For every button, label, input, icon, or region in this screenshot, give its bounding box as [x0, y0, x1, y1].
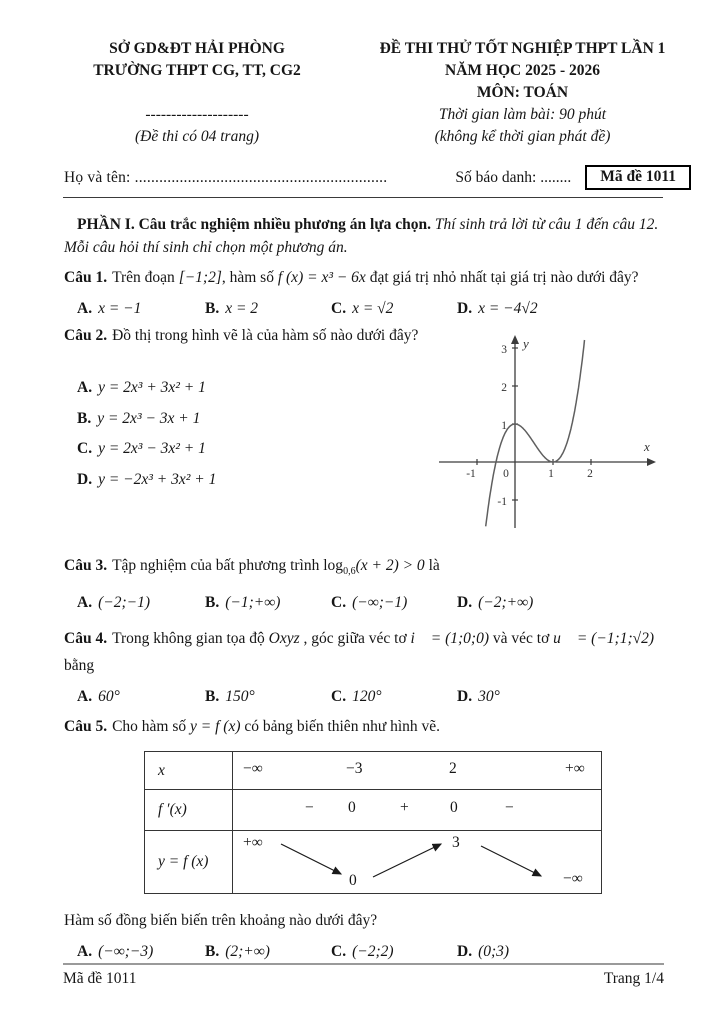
origin-label: 0	[503, 468, 509, 480]
q5-option-c-key: C.	[331, 943, 347, 961]
q3-option-b-value: (−1;+∞)	[225, 594, 281, 612]
q1-option-a	[77, 297, 205, 320]
exam-content	[0, 213, 725, 963]
header-school-block	[66, 38, 328, 148]
q1-stem-text: đạt giá trị nhỏ nhất tại giá trị nào dưới đây?	[365, 269, 639, 286]
q4-option-d-value: 30°	[478, 688, 500, 706]
q4-option-d	[457, 685, 663, 708]
x-value-neg3: −3	[346, 760, 363, 778]
q5-stem-text: có bảng biến thiên như hình vẽ.	[240, 718, 441, 736]
q4-stem-text: và véc tơ	[489, 630, 554, 648]
q4-math-vector-i: i⃗ = (1;0;0)	[410, 630, 489, 648]
sign-zero-2: 0	[450, 799, 458, 817]
variation-arrows	[233, 831, 601, 891]
q5-option-c-value: (−2;2)	[352, 943, 394, 961]
q3-option-a-value: (−2;−1)	[98, 594, 150, 612]
q5-stem-text: Cho hàm số	[112, 718, 191, 736]
q1-math-interval: [−1;2]	[178, 269, 222, 286]
question-1	[64, 266, 663, 320]
q4-option-a	[77, 685, 205, 708]
q1-stem	[64, 266, 663, 289]
q3-option-d-value: (−2;+∞)	[478, 594, 534, 612]
q2-option-c-value: y = 2x³ − 3x² + 1	[98, 440, 206, 457]
header-separator-line	[63, 197, 663, 198]
y-local-max-3: 3	[452, 834, 460, 852]
q2-stem-text: Đồ thị trong hình vẽ là của hàm số nào dưới đây?	[112, 327, 419, 344]
q5-option-b-value: (2;+∞)	[225, 943, 270, 961]
q1-label: Câu 1.	[64, 269, 108, 286]
row-label-y: y = f (x)	[145, 831, 233, 893]
part1-subtitle: Thí sinh trả lời từ câu 1 đến câu 12. Mỗi câu hỏi thí sinh chỉ chọn một phương án.	[64, 216, 659, 256]
q1-options	[64, 297, 663, 320]
x-axis-arrow	[647, 458, 656, 466]
q4-option-a-key: A.	[77, 688, 93, 706]
q1-option-b-value: x = 2	[225, 300, 259, 317]
y-tick--1: -1	[497, 496, 507, 508]
q3-option-d-key: D.	[457, 594, 473, 612]
q4-label: Câu 4.	[64, 630, 108, 648]
question-4	[64, 627, 663, 708]
variation-table-row-y	[145, 830, 601, 893]
q5-option-d	[457, 940, 663, 963]
q1-option-d-key: D.	[457, 300, 473, 317]
exam-duration-note: (không kể thời gian phát đề)	[434, 128, 611, 145]
variation-table-row-fprime	[145, 789, 601, 830]
q3-stem-text: là	[424, 557, 440, 574]
x-tick-1: 1	[548, 468, 554, 480]
sign-minus-1: −	[305, 799, 314, 817]
school-name: TRƯỜNG THPT CG, TT, CG2	[93, 62, 301, 79]
q1-option-a-key: A.	[77, 300, 93, 317]
y-start-pos-inf: +∞	[243, 834, 263, 852]
row-label-fprime: f ′(x)	[145, 790, 233, 830]
q2-option-d-value: y = −2x³ + 3x² + 1	[98, 470, 217, 488]
arrow-increasing	[373, 844, 441, 877]
q5-option-d-key: D.	[457, 943, 473, 961]
q1-option-a-value: x = −1	[98, 300, 142, 317]
footer-page-number: Trang 1/4	[603, 970, 664, 987]
q3-option-a-key: A.	[77, 594, 93, 612]
candidate-info-row	[64, 165, 691, 190]
q2-label: Câu 2.	[64, 327, 108, 344]
q3-option-c-value: (−∞;−1)	[352, 594, 408, 612]
part1-heading	[64, 213, 663, 259]
q3-math-inequality: (x + 2) > 0	[355, 557, 425, 574]
q5-options	[64, 940, 663, 963]
y-local-min-0: 0	[349, 872, 357, 890]
row-x-values	[233, 752, 601, 789]
exam-duration: Thời gian làm bài: 90 phút	[438, 106, 607, 123]
q5-option-d-value: (0;3)	[478, 943, 510, 961]
variation-table-row-x	[145, 752, 601, 789]
q3-options	[64, 591, 663, 614]
q5-option-a	[77, 940, 205, 963]
q4-option-b	[205, 685, 331, 708]
q4-stem	[64, 627, 663, 650]
exam-subject: MÔN: TOÁN	[476, 84, 569, 101]
name-field-label: Họ và tên: ..............................................................	[64, 168, 388, 186]
q3-option-c	[331, 591, 457, 614]
candidate-number-label: Số báo danh: ........	[455, 168, 572, 186]
q2-option-d-key: D.	[77, 470, 93, 488]
exam-header	[0, 0, 725, 148]
question-2	[64, 324, 663, 542]
divider-dashes: --------------------	[145, 106, 249, 123]
q4-option-c-key: C.	[331, 688, 347, 706]
q5-math-function: y = f (x)	[190, 718, 241, 736]
q3-stem	[64, 554, 663, 583]
part1-title: PHẦN I. Câu trắc nghiệm nhiều phương án lựa chọn.	[77, 216, 432, 233]
q1-option-b	[205, 297, 331, 320]
footer-exam-code: Mã đề 1011	[63, 970, 137, 987]
q3-option-b	[205, 591, 331, 614]
q1-option-c	[331, 297, 457, 320]
q4-stem-text: , góc giữa véc tơ	[299, 630, 411, 648]
x-value-pos-inf: +∞	[565, 760, 585, 778]
q4-stem-line2: bằng	[64, 657, 95, 675]
q2-option-a-key: A.	[77, 379, 93, 396]
q5-option-b	[205, 940, 331, 963]
x-tick--1: -1	[466, 468, 476, 480]
row-label-x: x	[145, 752, 233, 789]
y-tick-1: 1	[501, 420, 507, 432]
exam-title: ĐỀ THI THỬ TỐT NGHIỆP THPT LẦN 1	[379, 40, 666, 57]
sign-zero-1: 0	[348, 799, 356, 817]
q2-option-b-key: B.	[77, 409, 92, 427]
q4-option-a-value: 60°	[98, 688, 120, 706]
q4-option-c-value: 120°	[352, 688, 382, 706]
arrow-decreasing-2	[481, 846, 541, 876]
exam-code-box: Mã đề 1011	[585, 165, 691, 190]
q2-option-b-value: y = 2x³ − 3x + 1	[97, 409, 201, 427]
x-axis-label: x	[644, 439, 650, 454]
x-value-neg-inf: −∞	[243, 760, 263, 778]
q3-log-base: 0,6	[343, 566, 356, 578]
q4-options	[64, 685, 663, 708]
q1-option-b-key: B.	[205, 300, 220, 317]
q1-math-function: f (x) = x³ − 6x	[277, 269, 366, 286]
q1-stem-text: Trên đoạn	[112, 269, 179, 286]
q2-function-graph	[437, 332, 659, 532]
q4-option-c	[331, 685, 457, 708]
arrow-decreasing-1	[281, 844, 341, 874]
q3-option-d	[457, 591, 663, 614]
q2-option-a-value: y = 2x³ + 3x² + 1	[98, 379, 206, 396]
exam-year: NĂM HỌC 2025 - 2026	[445, 62, 600, 79]
y-tick-2: 2	[501, 382, 507, 394]
row-fprime-signs	[233, 790, 601, 830]
page-footer	[63, 963, 664, 988]
q5-label: Câu 5.	[64, 718, 108, 736]
q1-stem-text: , hàm số	[221, 269, 278, 286]
q4-option-b-value: 150°	[225, 688, 255, 706]
q4-math-vector-u: u⃗ = (−1;1;√2)	[553, 630, 655, 648]
header-exam-block	[350, 38, 695, 148]
q5-variation-table	[144, 751, 602, 894]
q4-math-oxyz: Oxyz	[268, 630, 300, 648]
q1-option-d	[457, 297, 663, 320]
q4-option-d-key: D.	[457, 688, 473, 706]
q1-option-c-value: x = √2	[352, 300, 394, 317]
spacer	[66, 82, 328, 104]
y-axis-arrow	[511, 335, 519, 344]
q2-option-c-key: C.	[77, 440, 93, 457]
q3-option-b-key: B.	[205, 594, 220, 612]
sign-minus-2: −	[505, 799, 514, 817]
y-axis-label: y	[523, 336, 529, 351]
q3-math-log: log	[323, 557, 344, 574]
sign-plus: +	[400, 799, 409, 817]
q5-option-c	[331, 940, 457, 963]
q4-option-b-key: B.	[205, 688, 220, 706]
q5-option-a-key: A.	[77, 943, 93, 961]
q5-option-a-value: (−∞;−3)	[98, 943, 154, 961]
x-value-2: 2	[449, 760, 457, 778]
q4-stem-text: Trong không gian tọa độ	[112, 630, 269, 648]
department-name: SỞ GD&ĐT HẢI PHÒNG	[109, 40, 285, 57]
y-end-neg-inf: −∞	[563, 870, 583, 888]
q1-option-c-key: C.	[331, 300, 347, 317]
q5-stem	[64, 715, 663, 738]
q1-option-d-value: x = −4√2	[478, 300, 538, 317]
q5-option-b-key: B.	[205, 943, 220, 961]
q3-stem-text: Tập nghiệm của bất phương trình	[112, 557, 324, 574]
q3-label: Câu 3.	[64, 557, 108, 574]
y-tick-3: 3	[501, 344, 507, 356]
q3-option-c-key: C.	[331, 594, 347, 612]
question-3	[64, 554, 663, 614]
row-y-variation	[233, 831, 601, 893]
page-count-note: (Đề thi có 04 trang)	[135, 128, 259, 145]
x-tick-2: 2	[587, 468, 593, 480]
q3-option-a	[77, 591, 205, 614]
q5-question2: Hàm số đồng biến biến trên khoảng nào dưới đây?	[64, 912, 378, 930]
question-5	[64, 715, 663, 963]
